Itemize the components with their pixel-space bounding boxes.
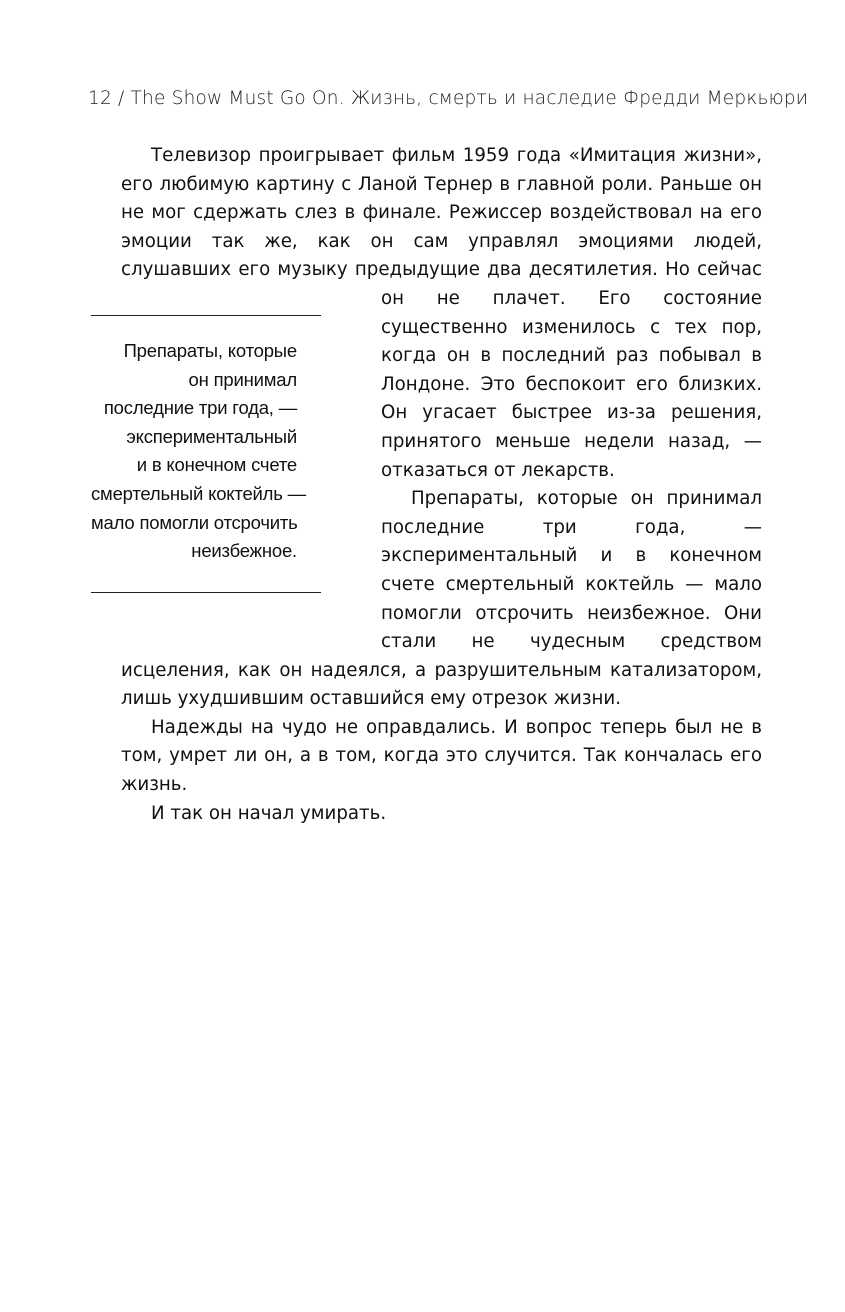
pull-quote-line: он принимал <box>188 368 297 390</box>
running-head: 12 / The Show Must Go On. Жизнь, смерть и наследие Фредди Меркьюри <box>88 88 809 109</box>
paragraph-1-text: Телевизор проигрывает фильм 1959 года «Имитация жизни», его любимую картину с Ланой Тернер в главной роли. Раньше он не мог сдержать слез в финале. Режиссер воздействовал на его эмоции так же, как он сам управлял эмоциями людей, слушавших его музыку предыдущие два десятилетия. Но сейчас он не плачет. Его состояние существенно изменилось с тех пор, когда он в последний раз побывал в Лондоне. Это беспокоит его близких. Он угасает быстрее из-за решения, принятого меньше недели назад, — отказаться от лекарств. <box>121 145 762 481</box>
pull-quote-line: последние три года, — <box>103 397 297 419</box>
pull-quote <box>91 315 321 593</box>
paragraph-2-text: Препараты, которые он принимал последние три года, — экспериментальный и в конечном счете смертельный коктейль — мало помогли отсрочить неизбежное. Они стали не чудесным средством исцеления, как он надеялся, а разрушительным катализатором, лишь ухудшившим оставшийся ему отрезок жизни. <box>121 488 762 710</box>
paragraph-3-text: Надежды на чудо не оправдались. И вопрос теперь был не в том, умрет ли он, а в том, когда это случится. Так кончалась его жизнь. <box>121 716 762 796</box>
pull-quote-line: экспериментальный <box>126 425 297 447</box>
paragraph <box>121 714 762 800</box>
pull-quote-line: Препараты, которые <box>123 340 297 361</box>
paragraph-4-text: И так он начал умирать. <box>151 802 387 824</box>
pull-quote-line: и в конечном счете <box>136 454 297 476</box>
pull-quote-line: неизбежное. <box>191 540 297 562</box>
paragraph <box>121 800 762 829</box>
pull-quote-line: мало помогли отсрочить <box>91 511 298 533</box>
pull-quote-line: смертельный коктейль — <box>91 482 306 504</box>
